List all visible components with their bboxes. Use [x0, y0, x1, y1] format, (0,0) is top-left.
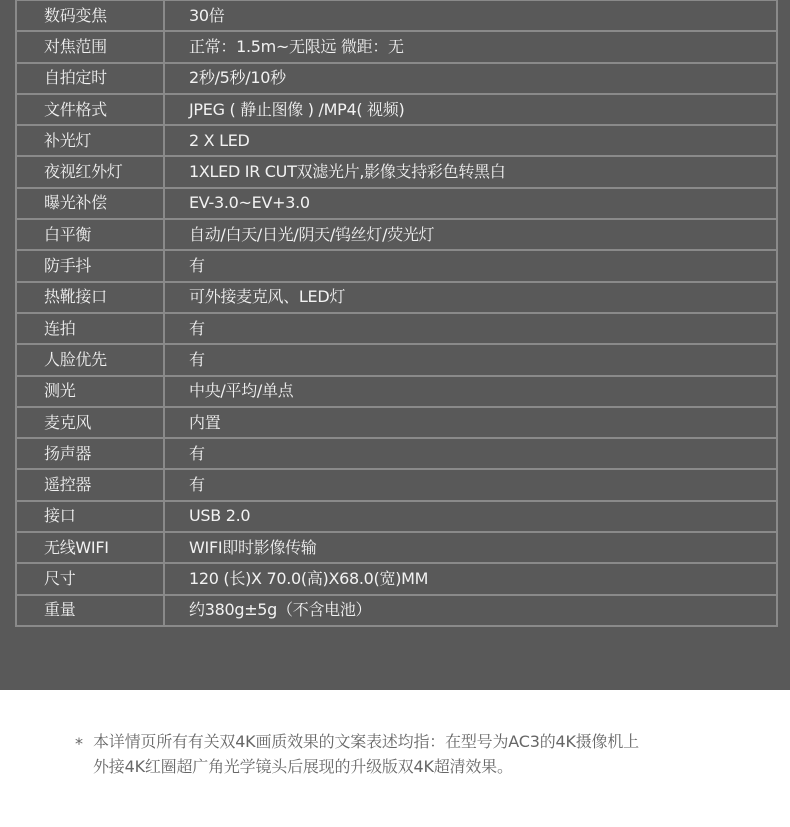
spec-value: 2 X LED	[164, 125, 777, 156]
spec-value: 有	[164, 313, 777, 344]
spec-value: WIFI即时影像传输	[164, 532, 777, 563]
spec-row	[16, 563, 777, 594]
spec-label: 扬声器	[16, 438, 164, 469]
footnote-marker: *	[75, 734, 83, 753]
spec-label: 热靴接口	[16, 282, 164, 313]
spec-row	[16, 469, 777, 500]
spec-value: 可外接麦克风、LED灯	[164, 282, 777, 313]
footnote	[75, 729, 715, 779]
spec-value: USB 2.0	[164, 501, 777, 532]
spec-label: 无线WIFI	[16, 532, 164, 563]
spec-row	[16, 188, 777, 219]
spec-row	[16, 219, 777, 250]
spec-row	[16, 376, 777, 407]
spec-label: 数码变焦	[16, 0, 164, 31]
spec-value: 120 (长)X 70.0(高)X68.0(宽)MM	[164, 563, 777, 594]
spec-row	[16, 0, 777, 31]
spec-label: 接口	[16, 501, 164, 532]
spec-row	[16, 532, 777, 563]
spec-label: 夜视红外灯	[16, 156, 164, 187]
spec-label: 文件格式	[16, 94, 164, 125]
spec-table-body	[16, 0, 777, 626]
spec-value: 30倍	[164, 0, 777, 31]
spec-label: 人脸优先	[16, 344, 164, 375]
spec-value: 约380g±5g（不含电池）	[164, 595, 777, 626]
footnote-text	[93, 729, 715, 779]
spec-row	[16, 595, 777, 626]
spec-value: 内置	[164, 407, 777, 438]
spec-row	[16, 282, 777, 313]
spec-row	[16, 250, 777, 281]
spec-label: 补光灯	[16, 125, 164, 156]
spec-label: 白平衡	[16, 219, 164, 250]
spec-value: 有	[164, 469, 777, 500]
spec-value: 有	[164, 344, 777, 375]
spec-label: 测光	[16, 376, 164, 407]
spec-label: 曝光补偿	[16, 188, 164, 219]
spec-row	[16, 407, 777, 438]
spec-value: EV-3.0~EV+3.0	[164, 188, 777, 219]
footnote-line-1: 本详情页所有有关双4K画质效果的文案表述均指：在型号为AC3的4K摄像机上	[93, 732, 639, 751]
spec-label: 对焦范围	[16, 31, 164, 62]
spec-value: 有	[164, 438, 777, 469]
spec-label: 尺寸	[16, 563, 164, 594]
spec-label: 自拍定时	[16, 63, 164, 94]
spec-row	[16, 438, 777, 469]
spec-value: JPEG ( 静止图像 ) /MP4( 视频)	[164, 94, 777, 125]
spec-label: 重量	[16, 595, 164, 626]
spec-row	[16, 63, 777, 94]
spec-row	[16, 125, 777, 156]
spec-value: 中央/平均/单点	[164, 376, 777, 407]
spec-row	[16, 344, 777, 375]
spec-row	[16, 501, 777, 532]
spec-value: 2秒/5秒/10秒	[164, 63, 777, 94]
spec-value: 自动/白天/日光/阴天/钨丝灯/荧光灯	[164, 219, 777, 250]
spec-value: 1XLED IR CUT双滤光片,影像支持彩色转黑白	[164, 156, 777, 187]
spec-row	[16, 94, 777, 125]
spec-table	[15, 0, 778, 627]
spec-label: 连拍	[16, 313, 164, 344]
spec-label: 麦克风	[16, 407, 164, 438]
spec-row	[16, 31, 777, 62]
spec-label: 防手抖	[16, 250, 164, 281]
spec-value: 正常：1.5m~无限远 微距：无	[164, 31, 777, 62]
spec-row	[16, 313, 777, 344]
footnote-line-2: 外接4K红圈超广角光学镜头后展现的升级版双4K超清效果。	[93, 757, 513, 776]
spec-label: 遥控器	[16, 469, 164, 500]
spec-row	[16, 156, 777, 187]
spec-value: 有	[164, 250, 777, 281]
